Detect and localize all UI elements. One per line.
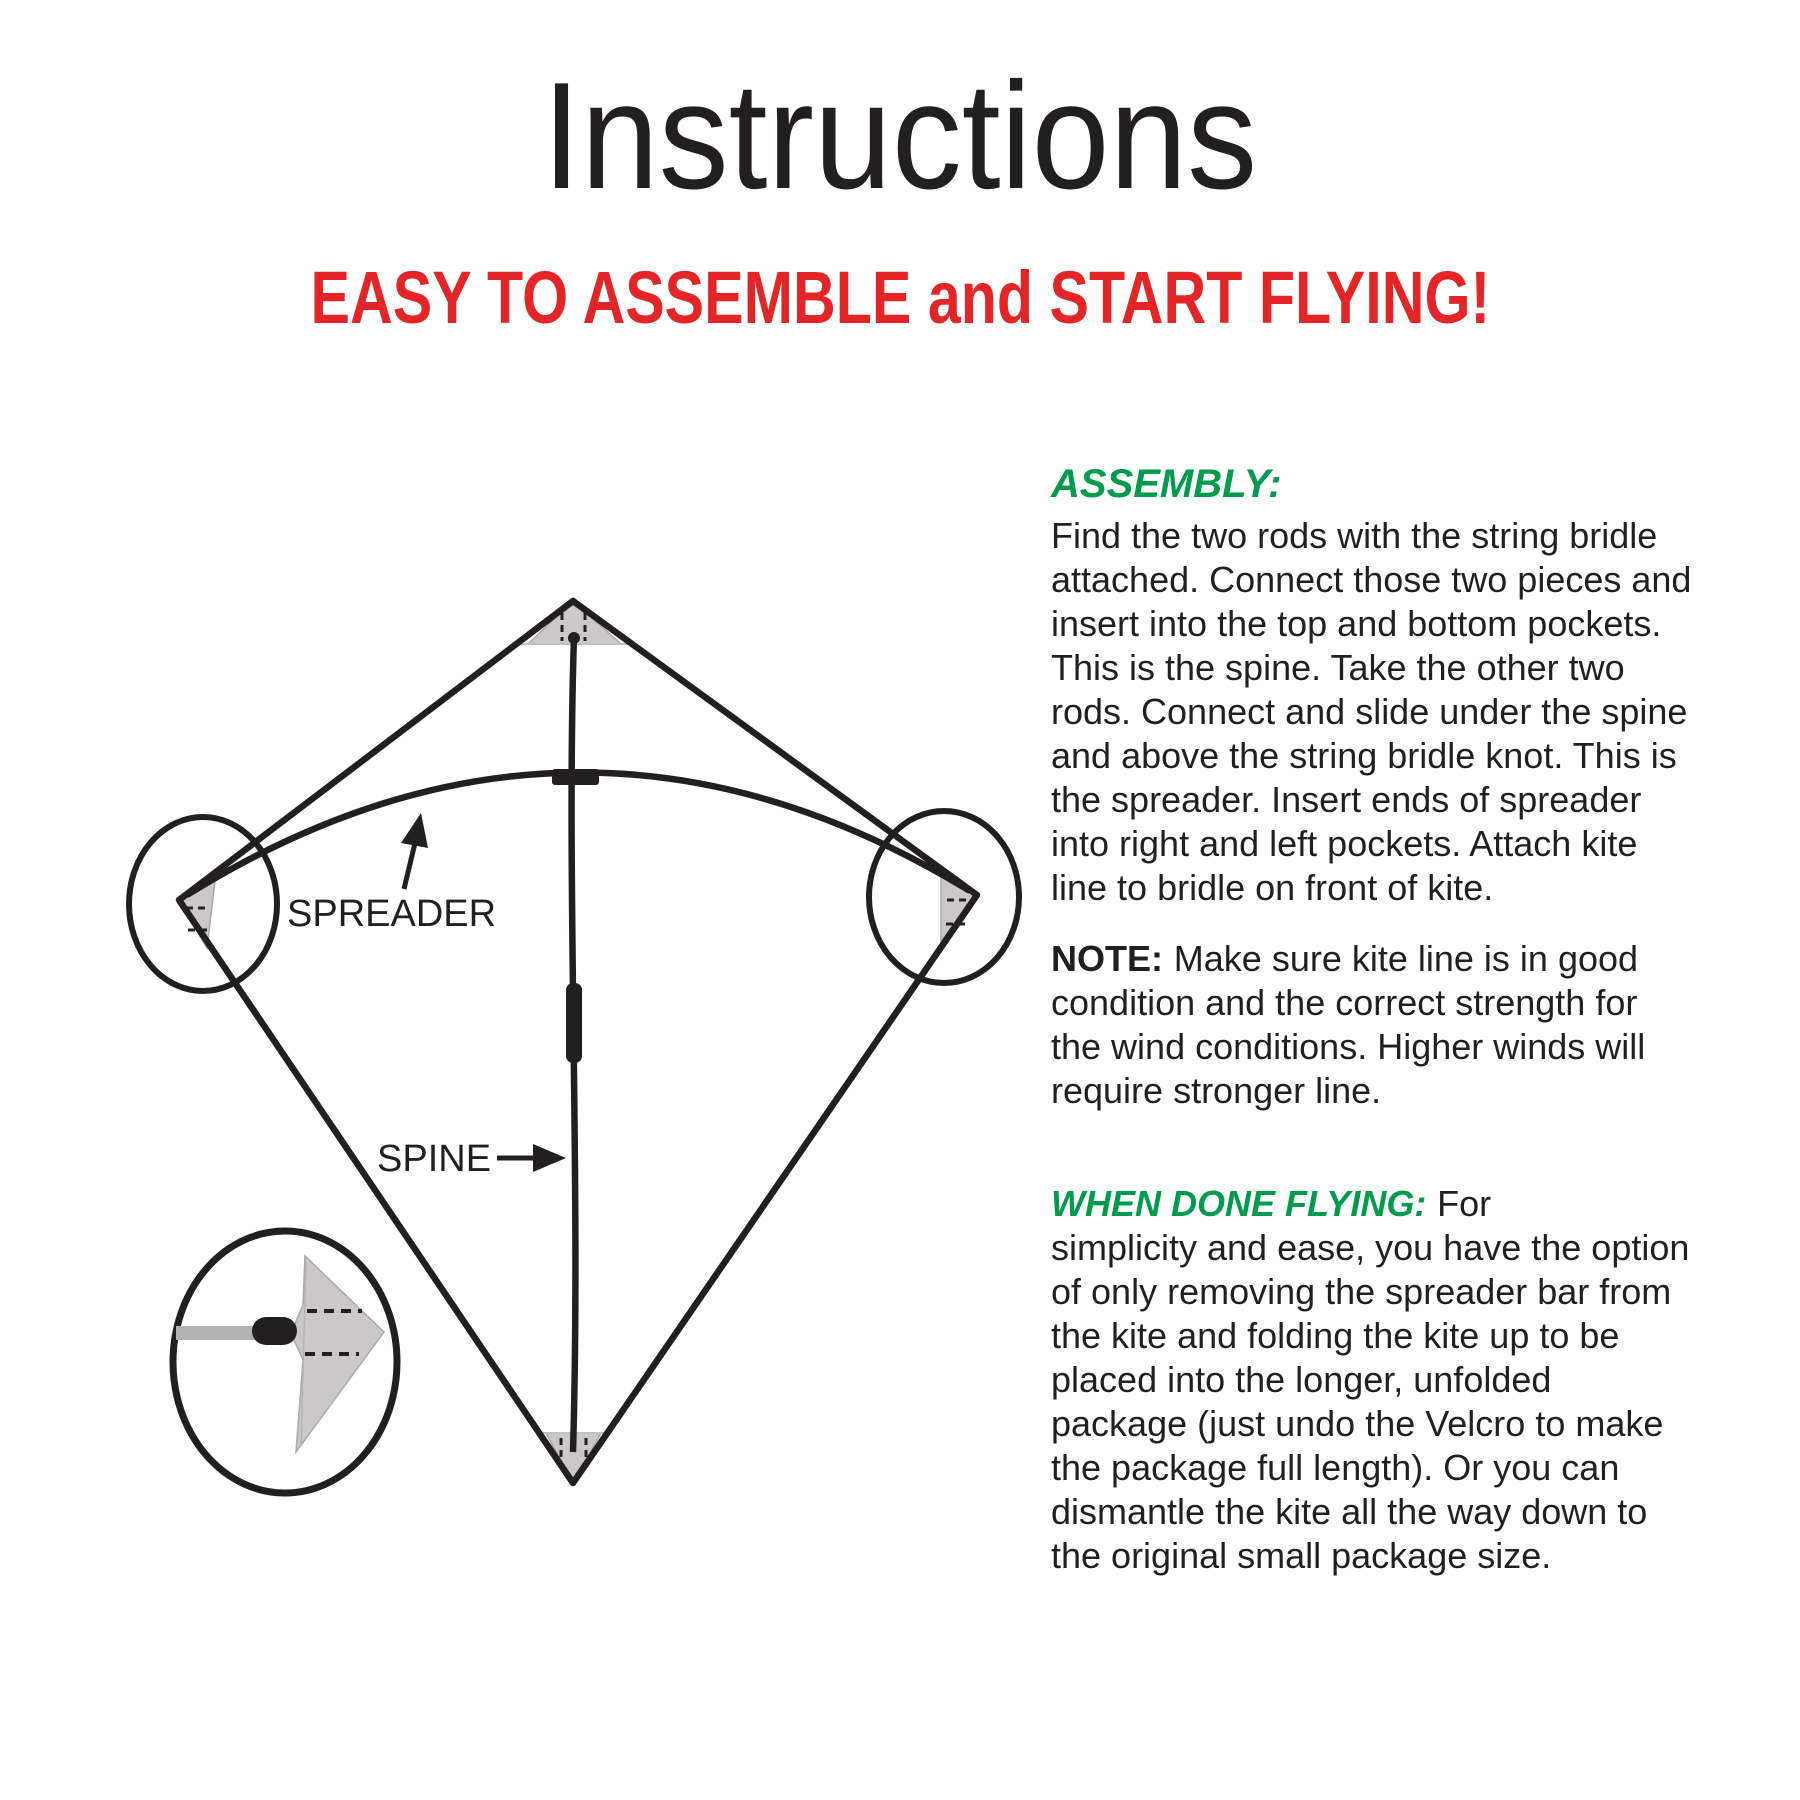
detail-rod-tip (252, 1317, 297, 1345)
spreader-connector (552, 769, 599, 785)
spine-label: SPINE (377, 1138, 492, 1180)
detail-rod (176, 1326, 258, 1340)
instructions-column (1051, 462, 1696, 1578)
spreader-bar (187, 772, 970, 895)
note-section (1051, 937, 1696, 1113)
page-subtitle (0, 258, 1800, 338)
kite-diagram (100, 520, 1050, 1600)
assembly-section (1051, 462, 1696, 910)
when-done-flying-lead: For (1437, 1183, 1492, 1224)
pocket-detail-callout-circle (173, 1231, 397, 1493)
when-done-flying-heading: WHEN DONE FLYING: (1051, 1183, 1427, 1224)
spine-arrow-head (533, 1144, 566, 1172)
note-heading: NOTE: (1051, 938, 1163, 979)
spreader-label: SPREADER (287, 893, 497, 935)
when-done-flying-body: simplicity and ease, you have the option of only removing the spreader bar from the kite and folding the kite up to be placed into the longer, unfolded package (just undo the Velcro to make the package full length). Or you can dismantle the kite all the way down to the original small package size. (1051, 1227, 1690, 1576)
assembly-body: Find the two rods with the string bridle attached. Connect those two pieces and insert into the top and bottom pockets. This is the spine. Take the other two rods. Connect and slide under the spine and above the string bridle knot. This is the spreader. Insert ends of spreader into right and left pockets. Attach kite line to bridle on front of kite. (1051, 515, 1692, 908)
page-title-text: Instructions (542, 51, 1258, 221)
spine-top-tip (568, 632, 580, 644)
spine-ferrule (566, 983, 582, 1063)
note-body: Make sure kite line is in good condition and the correct strength for the wind conditions. Higher winds will require stronger line. (1051, 938, 1646, 1111)
assembly-heading: ASSEMBLY: (1051, 462, 1282, 506)
spreader-arrow-shaft (404, 843, 415, 889)
when-done-flying-section (1051, 1182, 1696, 1578)
spreader-arrow-head (401, 813, 428, 848)
page-title (0, 51, 1800, 221)
page-subtitle-text: EASY TO ASSEMBLE and START FLYING! (310, 256, 1490, 339)
